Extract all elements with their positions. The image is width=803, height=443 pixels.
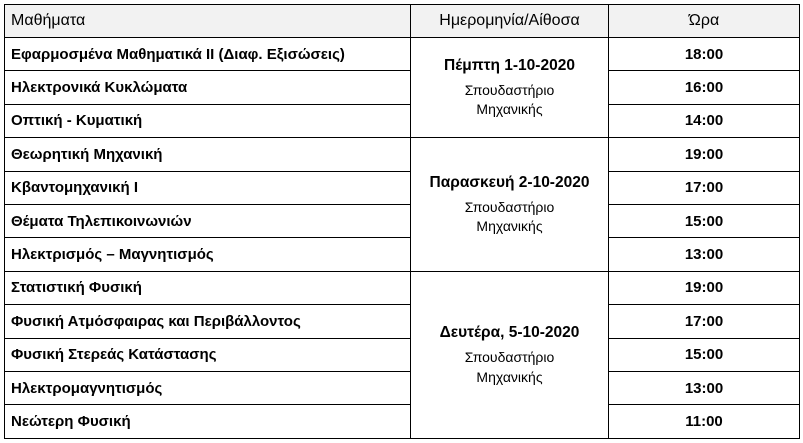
subject-cell: Οπτική - Κυματική	[5, 104, 411, 137]
time-cell: 14:00	[609, 104, 800, 137]
time-cell: 15:00	[609, 204, 800, 237]
time-cell: 13:00	[609, 238, 800, 271]
time-cell: 11:00	[609, 405, 800, 438]
time-cell: 17:00	[609, 171, 800, 204]
subject-cell: Εφαρμοσμένα Μαθηματικά ΙΙ (Διαφ. Εξισώσεις)	[5, 38, 411, 71]
subject-cell: Κβαντομηχανική Ι	[5, 171, 411, 204]
date-room-cell	[411, 138, 609, 272]
subject-cell: Φυσική Ατμόσφαιρας και Περιβάλλοντος	[5, 305, 411, 338]
time-cell: 18:00	[609, 38, 800, 71]
date-room-cell	[411, 271, 609, 438]
header-time: Ώρα	[609, 5, 800, 38]
exam-room-line2: Μηχανικής	[476, 101, 543, 118]
exam-room-line2: Μηχανικής	[476, 368, 543, 385]
subject-cell: Νεώτερη Φυσική	[5, 405, 411, 438]
time-cell: 15:00	[609, 338, 800, 371]
exam-date: Πέμπτη 1-10-2020	[444, 57, 575, 75]
subject-cell: Στατιστική Φυσική	[5, 271, 411, 304]
table-row	[5, 338, 800, 371]
date-room-cell	[411, 38, 609, 138]
header-date-room: Ημερομηνία/Αίθοσα	[411, 5, 609, 38]
table-row	[5, 371, 800, 404]
exam-schedule-table	[4, 4, 800, 439]
subject-cell: Ηλεκτρισμός – Μαγνητισμός	[5, 238, 411, 271]
table-row	[5, 71, 800, 104]
table-row	[5, 238, 800, 271]
header-subjects: Μαθήματα	[5, 5, 411, 38]
table-row	[5, 405, 800, 438]
exam-room-line1: Σπουδαστήριο	[464, 348, 555, 365]
table-row	[5, 171, 800, 204]
table-row	[5, 204, 800, 237]
subject-cell: Θεωρητική Μηχανική	[5, 138, 411, 171]
time-cell: 13:00	[609, 371, 800, 404]
subject-cell: Θέματα Τηλεπικοινωνιών	[5, 204, 411, 237]
subject-cell: Ηλεκτρονικά Κυκλώματα	[5, 71, 411, 104]
exam-room-line2: Μηχανικής	[476, 218, 543, 235]
exam-room-line1: Σπουδαστήριο	[464, 81, 555, 98]
table-row	[5, 38, 800, 71]
subject-cell: Ηλεκτρομαγνητισμός	[5, 371, 411, 404]
time-cell: 19:00	[609, 271, 800, 304]
time-cell: 17:00	[609, 305, 800, 338]
exam-date: Παρασκευή 2-10-2020	[429, 174, 590, 192]
exam-date: Δευτέρα, 5-10-2020	[439, 324, 580, 342]
header-row	[5, 5, 800, 38]
exam-room-line1: Σπουδαστήριο	[464, 198, 555, 215]
table-row	[5, 138, 800, 171]
time-cell: 19:00	[609, 138, 800, 171]
subject-cell: Φυσική Στερεάς Κατάστασης	[5, 338, 411, 371]
table-row	[5, 104, 800, 137]
table-row	[5, 305, 800, 338]
time-cell: 16:00	[609, 71, 800, 104]
table-row	[5, 271, 800, 304]
